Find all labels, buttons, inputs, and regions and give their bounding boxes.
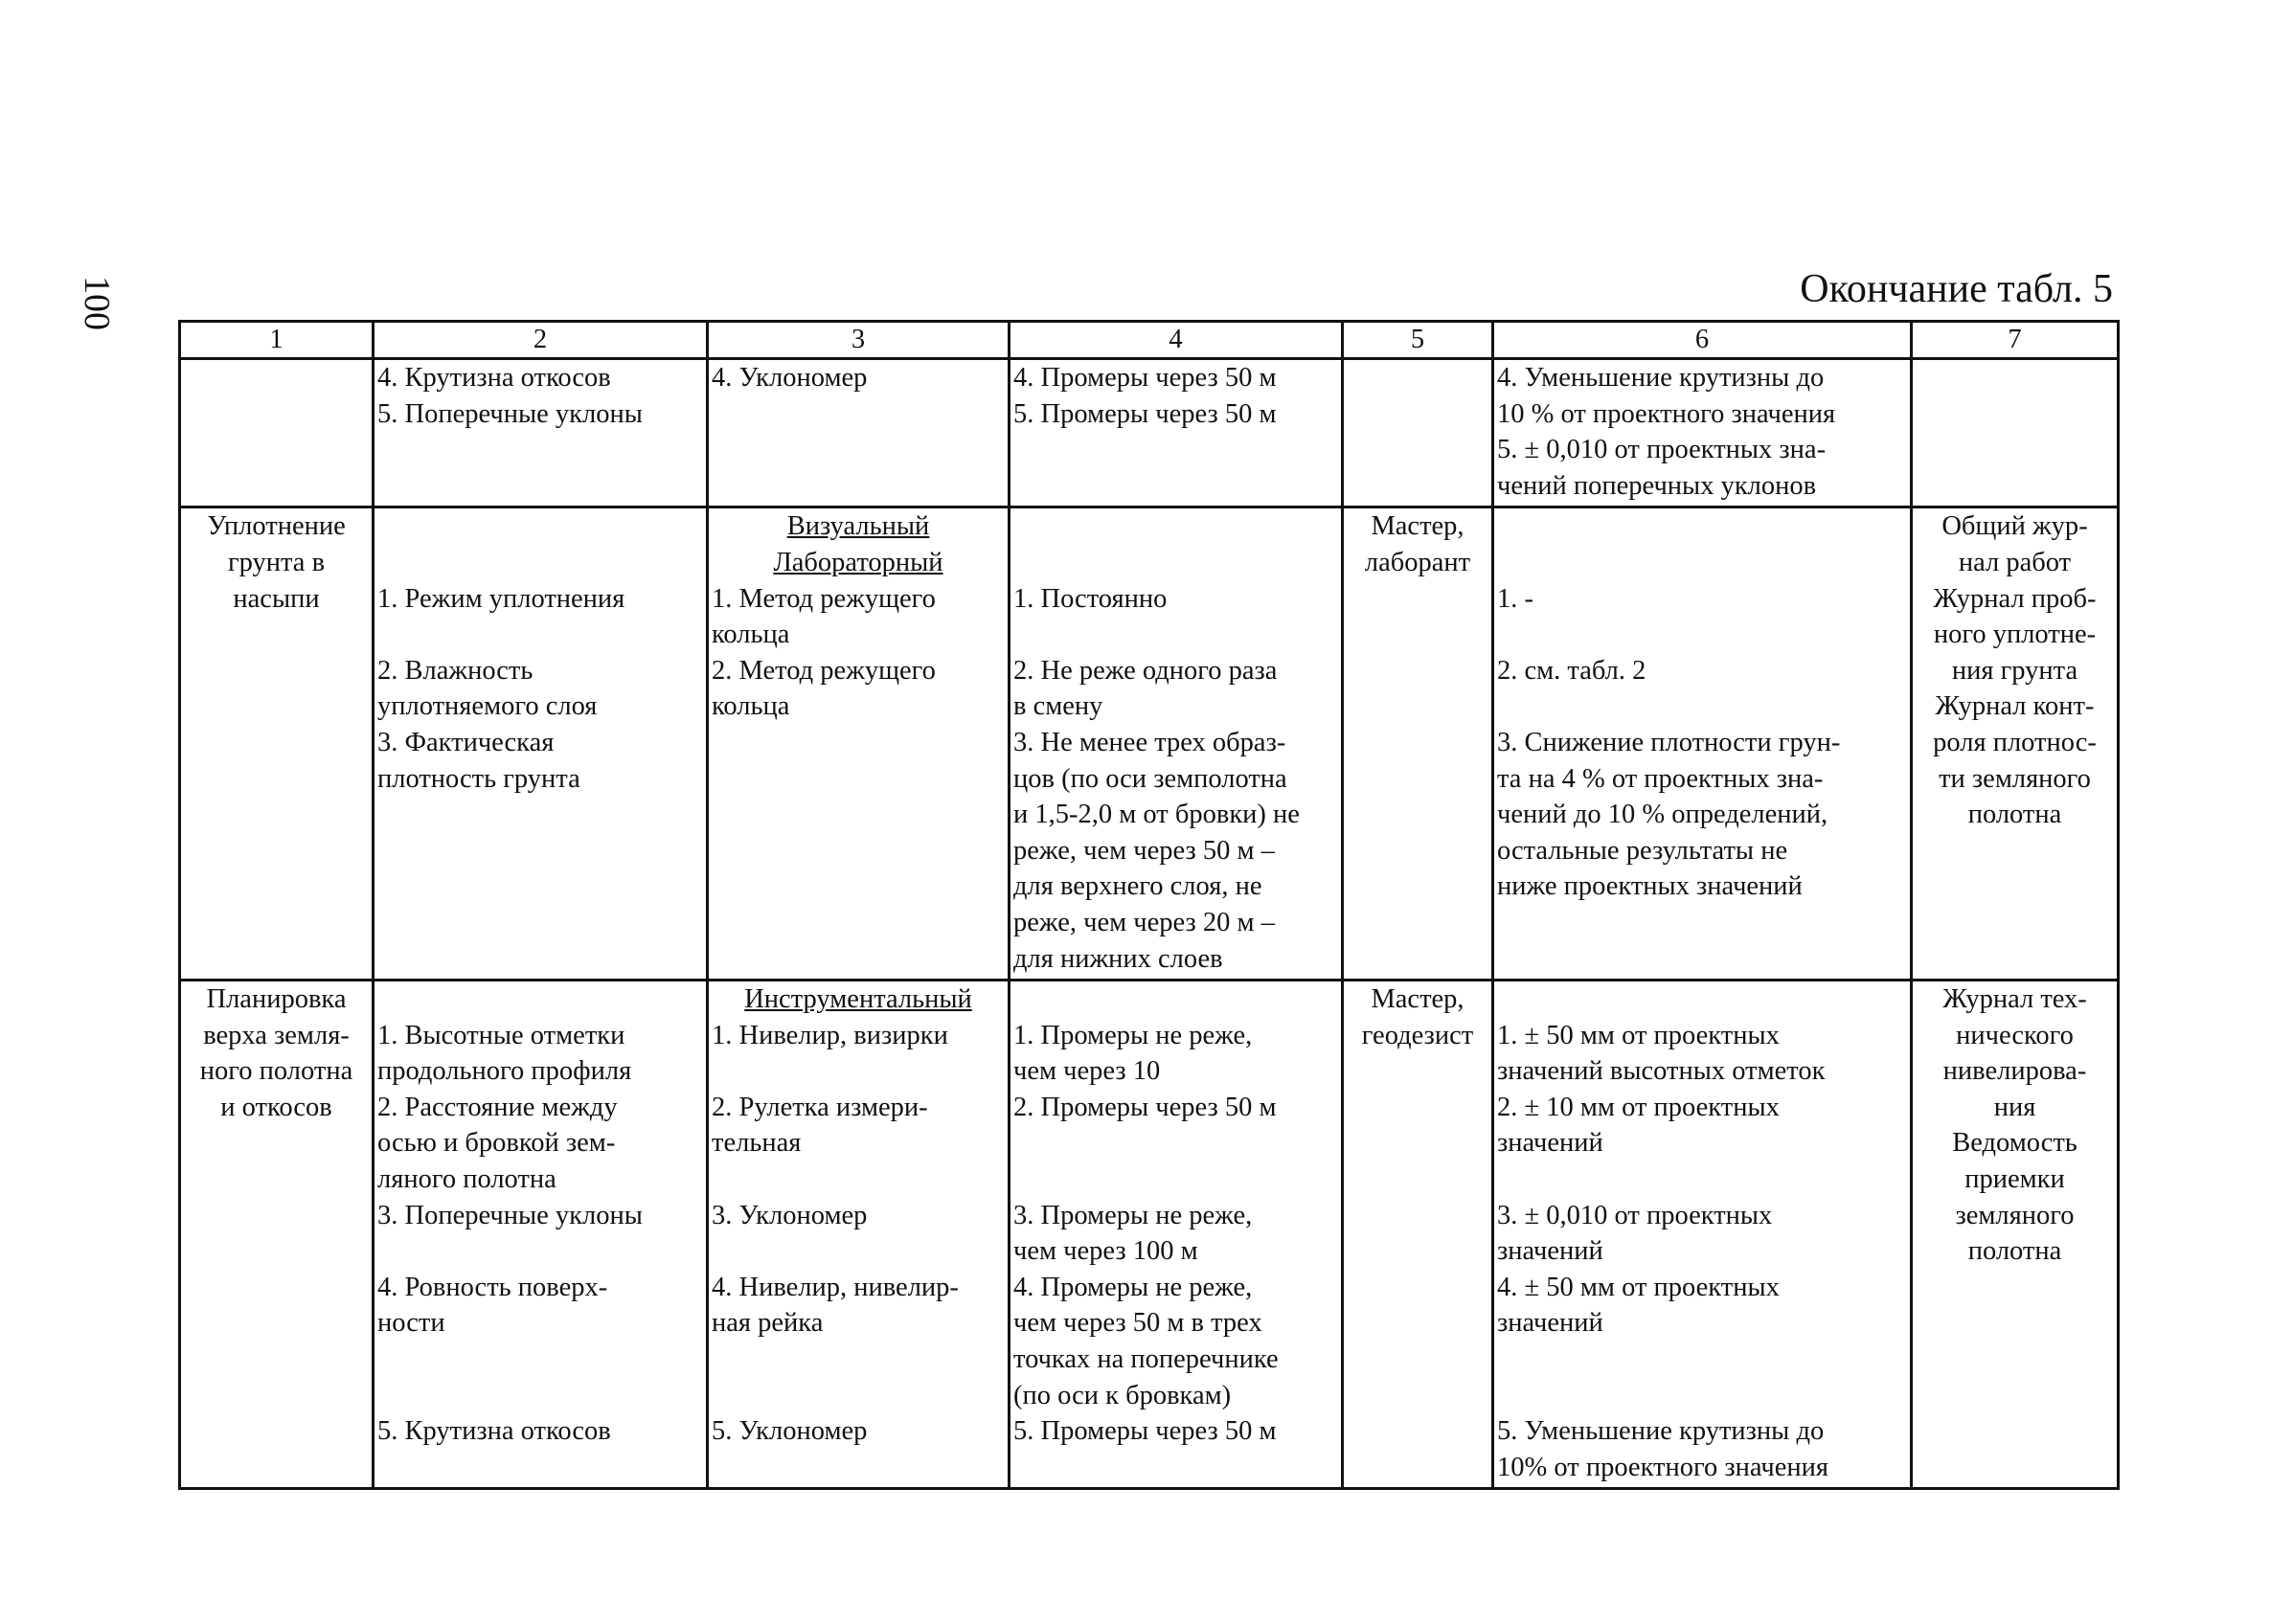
cell-line: плотность грунта — [377, 763, 580, 794]
cell-line: ного полотна — [199, 1056, 353, 1087]
column-number: 5 — [1343, 322, 1493, 359]
cell-line: ляного полотна — [377, 1164, 556, 1195]
control-method-cell — [708, 359, 1010, 508]
cell-line: 4. Крутизна откосов — [377, 363, 611, 393]
cell-line — [1013, 981, 1338, 1018]
cell-line: 4. Уменьшение крутизны до — [1497, 363, 1825, 393]
control-method-cell — [708, 508, 1010, 981]
table-caption: Окончание табл. 5 — [1800, 267, 2113, 311]
table-row — [180, 981, 2119, 1489]
control-frequency-cell — [1010, 981, 1343, 1489]
column-number: 6 — [1493, 322, 1912, 359]
cell-line: ниже проектных значений — [1497, 871, 1803, 902]
cell-line: нал работ — [1958, 547, 2072, 577]
cell-line: 3. Поперечные уклоны — [377, 1200, 643, 1230]
cell-line — [712, 1233, 1005, 1270]
cell-line: кольца — [712, 620, 790, 650]
cell-line: чем через 10 — [1013, 1056, 1161, 1087]
cell-line: ности — [377, 1308, 445, 1339]
cell-line: чем через 50 м в трех — [1013, 1308, 1262, 1339]
cell-line: нического — [1956, 1020, 2074, 1050]
cell-line: (по оси к бровкам) — [1013, 1380, 1232, 1410]
cell-line — [712, 1342, 1005, 1378]
cell-line: 3. Фактическая — [377, 727, 555, 757]
cell-line: для нижних слоев — [1013, 943, 1223, 974]
cell-line: осью и бровкой зем- — [377, 1128, 616, 1159]
cell-line — [1013, 1162, 1338, 1198]
column-number: 3 — [708, 322, 1010, 359]
cell-line: Ведомость — [1952, 1128, 2077, 1159]
cell-line — [377, 1342, 703, 1378]
cell-line: ния грунта — [1951, 655, 2078, 686]
cell-line: 10% от проектного значения — [1497, 1452, 1828, 1482]
method-heading: Лабораторный — [773, 547, 943, 577]
cell-line: для верхнего слоя, не — [1013, 871, 1262, 902]
inspection-table — [178, 320, 2120, 1490]
cell-line — [712, 1162, 1005, 1198]
cell-line: 3. Уклономер — [712, 1200, 868, 1230]
cell-line: значений — [1497, 1236, 1603, 1267]
cell-line: верха земля- — [203, 1020, 350, 1050]
cell-line — [377, 1378, 703, 1414]
control-frequency-cell — [1010, 359, 1343, 508]
cell-line: 2. Метод режущего — [712, 655, 936, 686]
cell-line: 2. Влажность — [377, 655, 534, 686]
page-number: 100 — [77, 276, 117, 330]
record-document-cell — [1912, 981, 2119, 1489]
cell-line — [1497, 1378, 1907, 1414]
cell-line: 1. ± 50 мм от проектных — [1497, 1020, 1780, 1050]
cell-line: 2. Промеры через 50 м — [1013, 1092, 1277, 1122]
responsible-cell — [1343, 981, 1493, 1489]
cell-line — [712, 1378, 1005, 1414]
table-row — [180, 508, 2119, 981]
cell-line — [1497, 688, 1907, 725]
cell-line: Общий жур- — [1941, 511, 2088, 542]
stage-cell — [180, 359, 374, 508]
cell-line: 1. Режим уплотнения — [377, 583, 625, 614]
record-document-cell — [1912, 508, 2119, 981]
column-number-row — [180, 322, 2119, 359]
cell-line: ти земляного — [1939, 763, 2091, 794]
cell-line: ная рейка — [712, 1308, 824, 1339]
cell-line — [377, 1233, 703, 1270]
cell-line: кольца — [712, 691, 790, 722]
cell-line: цов (по оси земполотна — [1013, 763, 1287, 794]
cell-line: 2. Не реже одного раза — [1013, 655, 1278, 686]
method-heading: Инструментальный — [744, 984, 972, 1015]
cell-line: 2. Рулетка измери- — [712, 1092, 928, 1122]
cell-line: в смену — [1013, 691, 1103, 722]
stage-cell — [180, 508, 374, 981]
cell-line: 1. Промеры не реже, — [1013, 1020, 1253, 1050]
controlled-parameter-cell — [374, 359, 708, 508]
cell-line: значений — [1497, 1128, 1603, 1159]
table-row — [180, 359, 2119, 508]
cell-line: значений высотных отметок — [1497, 1056, 1826, 1087]
cell-line: ного уплотне- — [1933, 620, 2097, 650]
control-frequency-cell — [1010, 508, 1343, 981]
cell-line: чем через 100 м — [1013, 1236, 1198, 1267]
stage-cell — [180, 981, 374, 1489]
cell-line: 2. см. табл. 2 — [1497, 655, 1646, 686]
cell-line: 3. ± 0,010 от проектных — [1497, 1200, 1773, 1230]
cell-line: 4. Уклономер — [712, 363, 868, 393]
cell-line: уплотняемого слоя — [377, 691, 598, 722]
cell-line — [1013, 545, 1338, 581]
cell-line — [1013, 617, 1338, 653]
cell-line: 4. Ровность поверх- — [377, 1272, 608, 1302]
cell-line: 2. ± 10 мм от проектных — [1497, 1092, 1780, 1122]
cell-line: насыпи — [233, 583, 320, 614]
cell-line — [377, 508, 703, 545]
cell-line: 5. ± 0,010 от проектных зна- — [1497, 435, 1827, 465]
cell-line: геодезист — [1361, 1020, 1474, 1050]
cell-line: Мастер, — [1371, 511, 1464, 542]
cell-line: остальные результаты не — [1497, 835, 1788, 866]
cell-line: чений поперечных уклонов — [1497, 470, 1817, 501]
method-heading: Визуальный — [786, 511, 930, 542]
cell-line: чений до 10 % определений, — [1497, 800, 1828, 830]
cell-line: грунта в — [227, 547, 326, 577]
cell-line: и откосов — [220, 1092, 332, 1122]
cell-line: та на 4 % от проектных зна- — [1497, 763, 1824, 794]
record-document-cell — [1912, 359, 2119, 508]
cell-line: 5. Поперечные уклоны — [377, 398, 643, 429]
tolerance-cell — [1493, 508, 1912, 981]
cell-line — [377, 981, 703, 1018]
cell-line: и 1,5-2,0 м от бровки) не — [1013, 800, 1300, 830]
cell-line: 5. Промеры через 50 м — [1013, 398, 1277, 429]
cell-line: тельная — [712, 1128, 802, 1159]
cell-line: Мастер, — [1371, 984, 1464, 1015]
cell-line: ния — [1993, 1092, 2036, 1122]
cell-line — [377, 545, 703, 581]
column-number: 4 — [1010, 322, 1343, 359]
tolerance-cell — [1493, 359, 1912, 508]
cell-line: Уплотнение — [207, 511, 346, 542]
cell-line: земляного — [1955, 1200, 2075, 1230]
cell-line: значений — [1497, 1308, 1603, 1339]
column-number: 7 — [1912, 322, 2119, 359]
cell-line: 1. Постоянно — [1013, 583, 1168, 614]
cell-line: 4. Промеры через 50 м — [1013, 363, 1277, 393]
cell-line: 5. Уклономер — [712, 1416, 868, 1447]
cell-line: Планировка — [206, 984, 347, 1015]
cell-line: Журнал тех- — [1942, 984, 2087, 1015]
cell-line — [1497, 508, 1907, 545]
cell-line — [712, 1053, 1005, 1090]
cell-line: 1. Нивелир, визирки — [712, 1020, 948, 1050]
cell-line: 5. Промеры через 50 м — [1013, 1416, 1277, 1447]
controlled-parameter-cell — [374, 981, 708, 1489]
cell-line: 10 % от проектного значения — [1497, 398, 1836, 429]
cell-line — [1497, 617, 1907, 653]
cell-line: 4. ± 50 мм от проектных — [1497, 1272, 1780, 1302]
cell-line: 2. Расстояние между — [377, 1092, 618, 1122]
cell-line — [1013, 1125, 1338, 1162]
cell-line — [1497, 1162, 1907, 1198]
control-method-cell — [708, 981, 1010, 1489]
cell-line: полотна — [1967, 800, 2062, 830]
cell-line: приемки — [1964, 1164, 2065, 1195]
cell-line: полотна — [1967, 1236, 2062, 1267]
cell-line: 3. Снижение плотности грун- — [1497, 727, 1841, 757]
cell-line — [1497, 1342, 1907, 1378]
cell-line: 1. - — [1497, 583, 1533, 614]
column-number: 2 — [374, 322, 708, 359]
cell-line: продольного профиля — [377, 1056, 632, 1087]
controlled-parameter-cell — [374, 508, 708, 981]
cell-line: Журнал проб- — [1933, 583, 2097, 614]
cell-line: 1. Метод режущего — [712, 583, 936, 614]
cell-line: точках на поперечнике — [1013, 1344, 1279, 1375]
cell-line: нивелирова- — [1942, 1056, 2087, 1087]
responsible-cell — [1343, 359, 1493, 508]
cell-line: 3. Не менее трех образ- — [1013, 727, 1286, 757]
tolerance-cell — [1493, 981, 1912, 1489]
cell-line: 4. Нивелир, нивелир- — [712, 1272, 959, 1302]
cell-line — [377, 617, 703, 653]
cell-line — [1497, 545, 1907, 581]
cell-line: Журнал конт- — [1935, 691, 2095, 722]
cell-line — [1497, 981, 1907, 1018]
responsible-cell — [1343, 508, 1493, 981]
cell-line: 3. Промеры не реже, — [1013, 1200, 1253, 1230]
cell-line — [1013, 508, 1338, 545]
cell-line: реже, чем через 20 м – — [1013, 907, 1275, 937]
cell-line: лаборант — [1364, 547, 1471, 577]
cell-line: 4. Промеры не реже, — [1013, 1272, 1253, 1302]
cell-line: реже, чем через 50 м – — [1013, 835, 1275, 866]
cell-line: 1. Высотные отметки — [377, 1020, 625, 1050]
cell-line: 5. Уменьшение крутизны до — [1497, 1416, 1825, 1447]
column-number: 1 — [180, 322, 374, 359]
cell-line: 5. Крутизна откосов — [377, 1416, 611, 1447]
cell-line: роля плотнос- — [1933, 727, 2097, 757]
